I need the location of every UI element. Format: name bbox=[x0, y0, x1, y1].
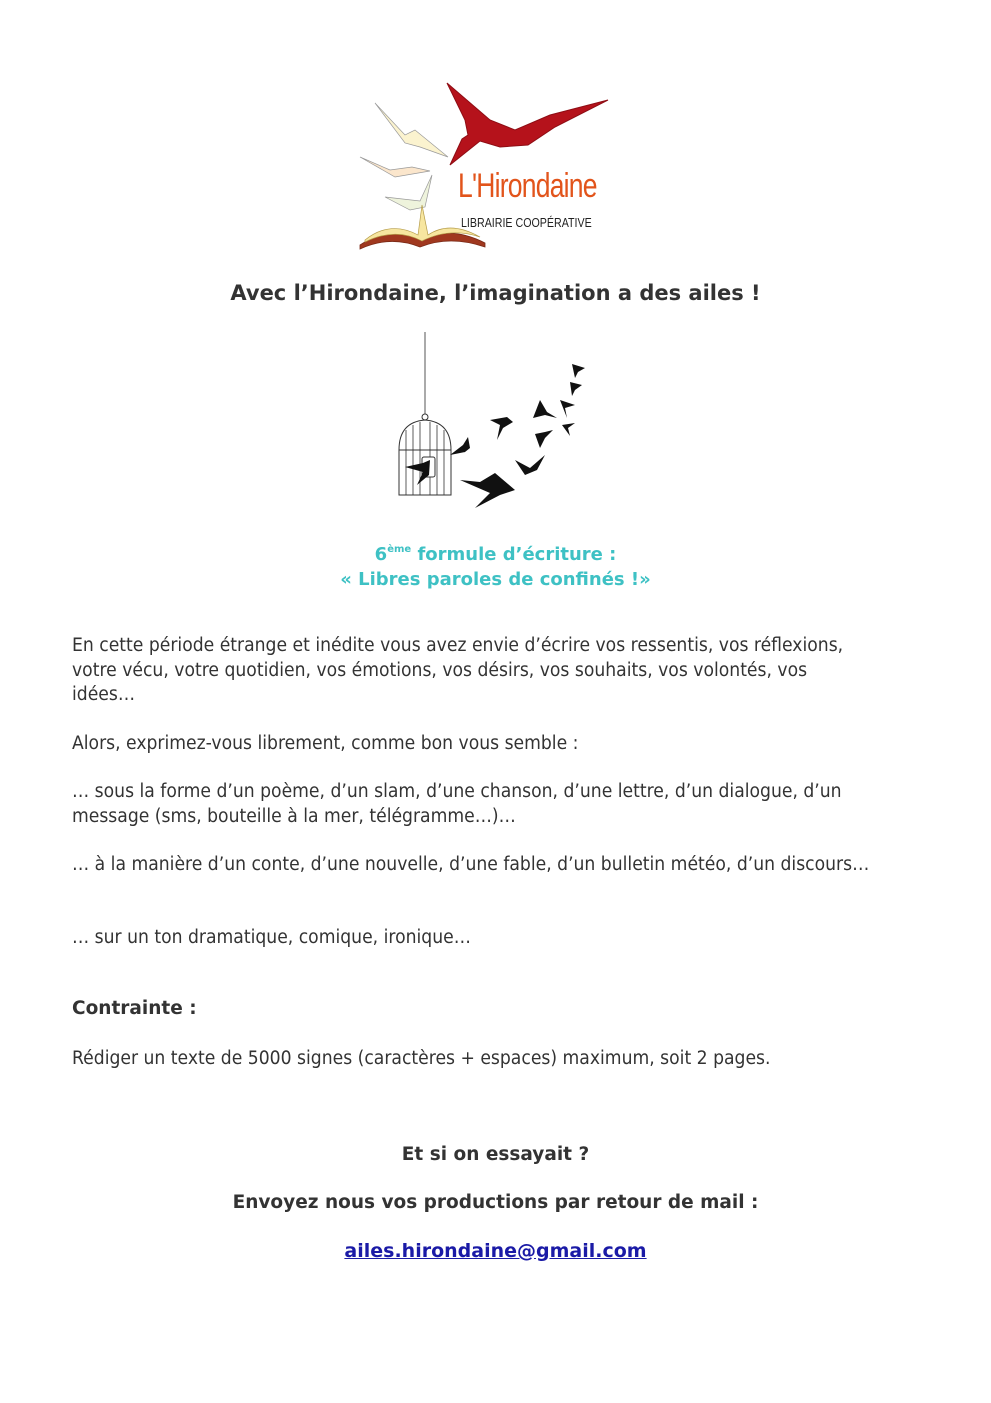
cta-instruction: Envoyez nous vos productions par retour de mail : bbox=[232, 1192, 759, 1213]
birdcage-swallows-icon bbox=[385, 330, 610, 515]
email-link[interactable]: ailes.hirondaine@gmail.com bbox=[344, 1240, 647, 1262]
paragraph-intro: En cette période étrange et inédite vous avez envie d’écrire vos ressentis, vos réflexions, votre vécu, votre quotidien, vos émotions, vos désirs, vos souhaits, vos volontés, vos idées… bbox=[72, 635, 844, 705]
prompt-ordinal: ème bbox=[387, 544, 412, 555]
paragraph-manner: … à la manière d’un conte, d’une nouvelle, d’une fable, d’un bulletin météo, d’un discours… bbox=[72, 854, 870, 875]
paragraph-forms: … sous la forme d’un poème, d’un slam, d’une chanson, d’une lettre, d’un dialogue, d’un message (sms, bouteille à la mer, télégramme…)… bbox=[72, 781, 842, 827]
prompt-label: formule d’écriture : bbox=[411, 544, 617, 565]
logo-subtitle: LIBRAIRIE COOPÉRATIVE bbox=[461, 215, 592, 230]
writing-prompt-theme: « Libres paroles de confinés !» bbox=[340, 569, 651, 590]
prompt-number: 6 bbox=[374, 544, 388, 565]
paragraph-tone: … sur un ton dramatique, comique, ironique… bbox=[72, 927, 471, 948]
headline: Avec l’Hirondaine, l’imagination a des ailes ! bbox=[230, 281, 761, 305]
birdcage-illustration bbox=[385, 330, 610, 515]
paragraph-express: Alors, exprimez-vous librement, comme bon vous semble : bbox=[72, 733, 579, 754]
red-swallow-shape bbox=[447, 83, 608, 165]
writing-prompt-title bbox=[0, 537, 991, 592]
logo bbox=[350, 75, 620, 260]
writing-prompt-number-line bbox=[0, 537, 991, 567]
cta-question: Et si on essayait ? bbox=[401, 1144, 590, 1165]
logo-name: L'Hirondaine bbox=[458, 167, 597, 205]
constraint-text: Rédiger un texte de 5000 signes (caractères + espaces) maximum, soit 2 pages. bbox=[72, 1048, 771, 1069]
constraint-heading: Contrainte : bbox=[72, 998, 197, 1019]
